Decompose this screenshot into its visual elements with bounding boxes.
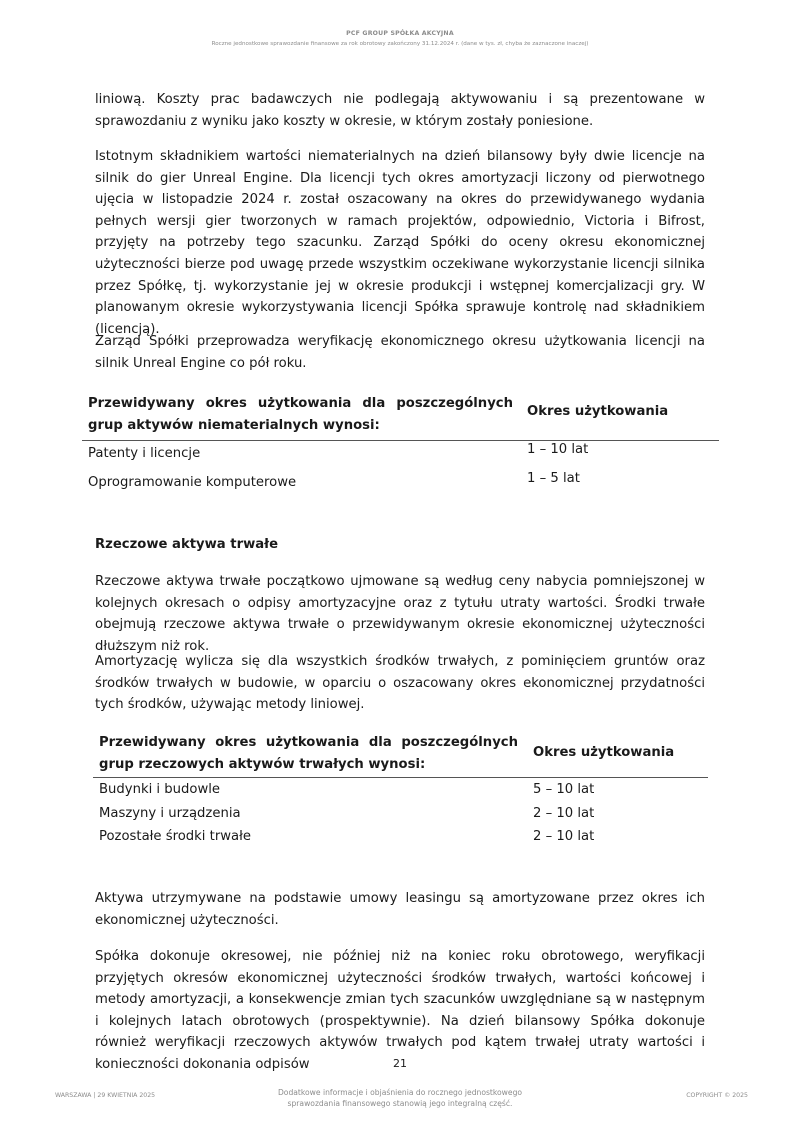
table-row-label: Oprogramowanie komputerowe — [88, 475, 297, 490]
table-header-asset-groups: Przewidywany okres użytkowania dla poszczególnych grup aktywów niematerialnych wynosi: — [88, 396, 513, 433]
footer-place-date: WARSZAWA | 29 KWIETNIA 2025 — [55, 1092, 156, 1099]
page-number: 21 — [393, 1057, 407, 1070]
footer-copyright: COPYRIGHT © 2025 — [686, 1092, 748, 1099]
paragraph-research-costs: liniową. Koszty prac badawczych nie podlegają aktywowaniu i są prezentowane w sprawozdaniu z wyniku jako koszty w okresie, w którym zostały poniesione. — [95, 92, 705, 129]
table-row-label: Patenty i licencje — [88, 446, 201, 461]
footer-disclaimer-line2: sprawozdania finansowego stanowią jego integralną część. — [287, 1099, 513, 1108]
header-report-subtitle: Roczne jednostkowe sprawozdanie finansowe za rok obrotowy zakończony 31.12.2024 r. (dane w tys. zł, chyba że zaznaczone inaczej) — [211, 41, 589, 47]
table-row-value: 1 – 10 lat — [527, 442, 589, 457]
paragraph-leasing-assets: Aktywa utrzymywane na podstawie umowy leasingu są amortyzowane przez okres ich ekonomicznej użyteczności. — [95, 891, 705, 928]
paragraph-unreal-licences: Istotnym składnikiem wartości niematerialnych na dzień bilansowy były dwie licencje na silnik do gier Unreal Engine. Dla licencji tych okres amortyzacji liczony od pierwotnego ujęcia w listopadzie 2024 r. został oszacowany na okres do przewidywanego wydania pełnych wersji gier tworzonych w ramach projektów, odpowiednio, Victoria i Bifrost, przyjęty na potrzeby tego szacunku. Zarząd Spółki do oceny okresu ekonomicznej użyteczności bierze pod uwagę przede wszystkim oczekiwane wykorzystanie licencji silnika przez Spółkę, tj. wykorzystanie jej w okresie produkcji i wstępnej komercjalizacji gry. W planowanym okresie wykorzystywania licencji Spółka sprawuje kontrolę nad składnikiem (licencją). — [95, 149, 705, 337]
paragraph-licence-review: Zarząd Spółki przeprowadza weryfikację ekonomicznego okresu użytkowania licencji na silnik Unreal Engine co pół roku. — [95, 334, 705, 371]
header-company-name: PCF GROUP SPÓŁKA AKCYJNA — [346, 30, 454, 37]
table-row-value: 2 – 10 lat — [533, 806, 595, 821]
footer-disclaimer-line1: Dodatkowe informacje i objaśnienia do rocznego jednostkowego — [277, 1088, 523, 1097]
paragraph-periodic-review: Spółka dokonuje okresowej, nie później niż na koniec roku obrotowego, weryfikacji przyjętych okresów ekonomicznej użyteczności środków trwałych, wartości końcowej i metody amortyzacji, a konsekwencje zmian tych szacunków uwzględniane są w następnym i kolejnych latach obrotowych (prospektywnie). Na dzień bilansowy Spółka dokonuje również weryfikacji rzeczowych aktywów trwałych pod kątem trwałej utraty wartości i konieczności dokonania odpisów — [95, 949, 705, 1072]
table-header-divider — [93, 777, 708, 778]
table-header-asset-groups: Przewidywany okres użytkowania dla poszczególnych grup rzeczowych aktywów trwałych wynosi: — [99, 735, 518, 772]
table-row-label: Pozostałe środki trwałe — [99, 829, 251, 844]
table-header-divider — [82, 440, 719, 441]
table-row-value: 1 – 5 lat — [527, 471, 580, 486]
paragraph-depreciation-method: Amortyzację wylicza się dla wszystkich środków trwałych, z pominięciem gruntów oraz środków trwałych w budowie, w oparciu o oszacowany okres ekonomicznej przydatności tych środków, używając metody liniowej. — [95, 654, 705, 713]
footer-disclaimer — [0, 1087, 800, 1109]
table-row-value: 2 – 10 lat — [533, 829, 595, 844]
table-header-useful-life: Okres użytkowania — [527, 404, 669, 419]
table-header-useful-life: Okres użytkowania — [533, 745, 675, 760]
table-row-label: Maszyny i urządzenia — [99, 806, 241, 821]
table-row-value: 5 – 10 lat — [533, 782, 595, 797]
table-row-label: Budynki i budowle — [99, 782, 221, 797]
paragraph-fixed-assets-recognition: Rzeczowe aktywa trwałe początkowo ujmowane są według ceny nabycia pomniejszonej w kolejnych okresach o odpisy amortyzacyjne oraz z tytułu utraty wartości. Środki trwałe obejmują rzeczowe aktywa trwałe o przewidywanym okresie ekonomicznej użyteczności dłuższym niż rok. — [95, 574, 705, 654]
section-heading-fixed-assets: Rzeczowe aktywa trwałe — [95, 537, 279, 552]
